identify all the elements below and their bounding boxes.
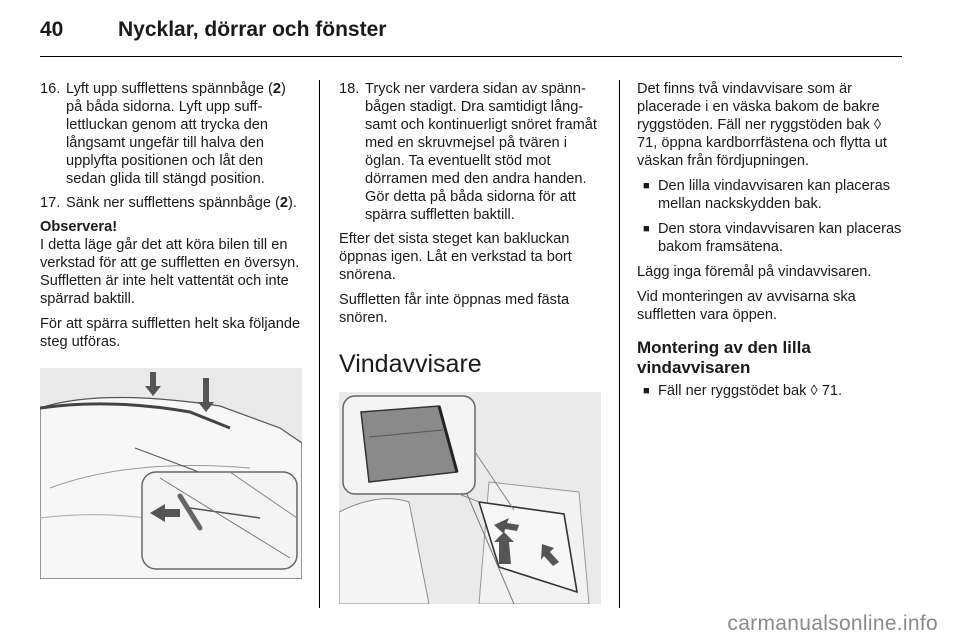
column-1 — [40, 80, 302, 358]
section-heading: Vindavvisare — [339, 350, 482, 378]
list-item-text: Fäll ner ryggstödet bak ◊ 71. — [658, 383, 843, 399]
note-title: Observera! — [40, 219, 118, 235]
step-text — [66, 80, 302, 188]
subsection-heading: Montering av den lilla vindavvisaren — [637, 338, 811, 377]
column-divider — [319, 80, 320, 608]
figure-convertible-top — [40, 368, 302, 579]
step-text-part: Sänk ner sufflettens spännbåge ( — [66, 195, 280, 211]
step-17 — [40, 194, 302, 212]
list-item — [643, 177, 902, 213]
list-item-text: Den lilla vindavvisaren kan placeras mellan nackskydden bak. — [658, 178, 890, 212]
note-block — [40, 218, 302, 351]
page-number: 40 — [40, 18, 64, 41]
list-item — [643, 220, 902, 256]
step-text-part: Lyft upp sufflettens spännbåge ( — [66, 81, 273, 97]
paragraph: Lägg inga föremål på vindavvisaren. — [637, 264, 872, 280]
footer-watermark: carmanualsonline.info — [727, 612, 938, 635]
column-2 — [339, 80, 603, 395]
paragraph: Vid monteringen av avvisarna ska suffletten vara öppen. — [637, 289, 856, 323]
callout-number: 2 — [272, 81, 282, 97]
header-rule — [40, 56, 902, 57]
step-number: 18. — [339, 81, 360, 97]
step-16 — [40, 80, 302, 188]
list-item — [643, 382, 902, 400]
column-3 — [637, 80, 902, 407]
step-number: 16. — [40, 81, 61, 97]
figure-wind-deflector — [339, 392, 601, 604]
bullet-icon: ■ — [643, 180, 650, 192]
step-text — [66, 194, 302, 212]
column-divider — [619, 80, 620, 608]
callout-number: 2 — [279, 195, 289, 211]
step-text-part: ). — [288, 195, 297, 211]
paragraph: Suffletten får inte öppnas med fästa snören. — [339, 292, 570, 326]
step-number: 17. — [40, 195, 61, 211]
step-text: Tryck ner vardera sidan av spännbågen stadigt. Dra samtidigt långsamt och kontinuerligt snöret framåt med en skruvmejsel på tvären i öglan. Ta eventuellt stöd mot dörramen med den andra handen. Gör detta på båda sidorna för att spärra suffletten baktill. — [365, 81, 597, 223]
note-text: I detta läge går det att köra bilen till en verkstad för att ge suffletten en översyn. Suffletten är inte helt vattentät och inte spärrad baktill. — [40, 237, 300, 307]
paragraph: Efter det sista steget kan bakluckan öppnas igen. Låt en verkstad ta bort snörena. — [339, 231, 572, 283]
figure-illustration — [40, 368, 302, 579]
bullet-icon: ■ — [643, 223, 650, 235]
list-item-text: Den stora vindavvisaren kan placeras bakom framsätena. — [658, 221, 902, 255]
paragraph: För att spärra suffletten helt ska följande steg utföras. — [40, 316, 301, 350]
step-text-part: ) på båda sidorna. Lyft upp sufflettluckan genom att trycka den långsamt ungefär till halva den upplyfta positionen och låt den sedan glida till stängd position. — [66, 81, 286, 187]
bullet-icon: ■ — [643, 385, 650, 397]
paragraph: Det finns två vindavvisare som är placerade i en väska bakom de bakre ryggstöden. Fäll ner ryggstöden bak ◊ 71, öppna kardborrfästena och flytta ut väskan från fördjupningen. — [637, 81, 887, 169]
page-header — [40, 18, 386, 48]
step-18 — [339, 80, 603, 224]
figure-illustration — [339, 392, 601, 604]
page-title: Nycklar, dörrar och fönster — [118, 18, 387, 41]
